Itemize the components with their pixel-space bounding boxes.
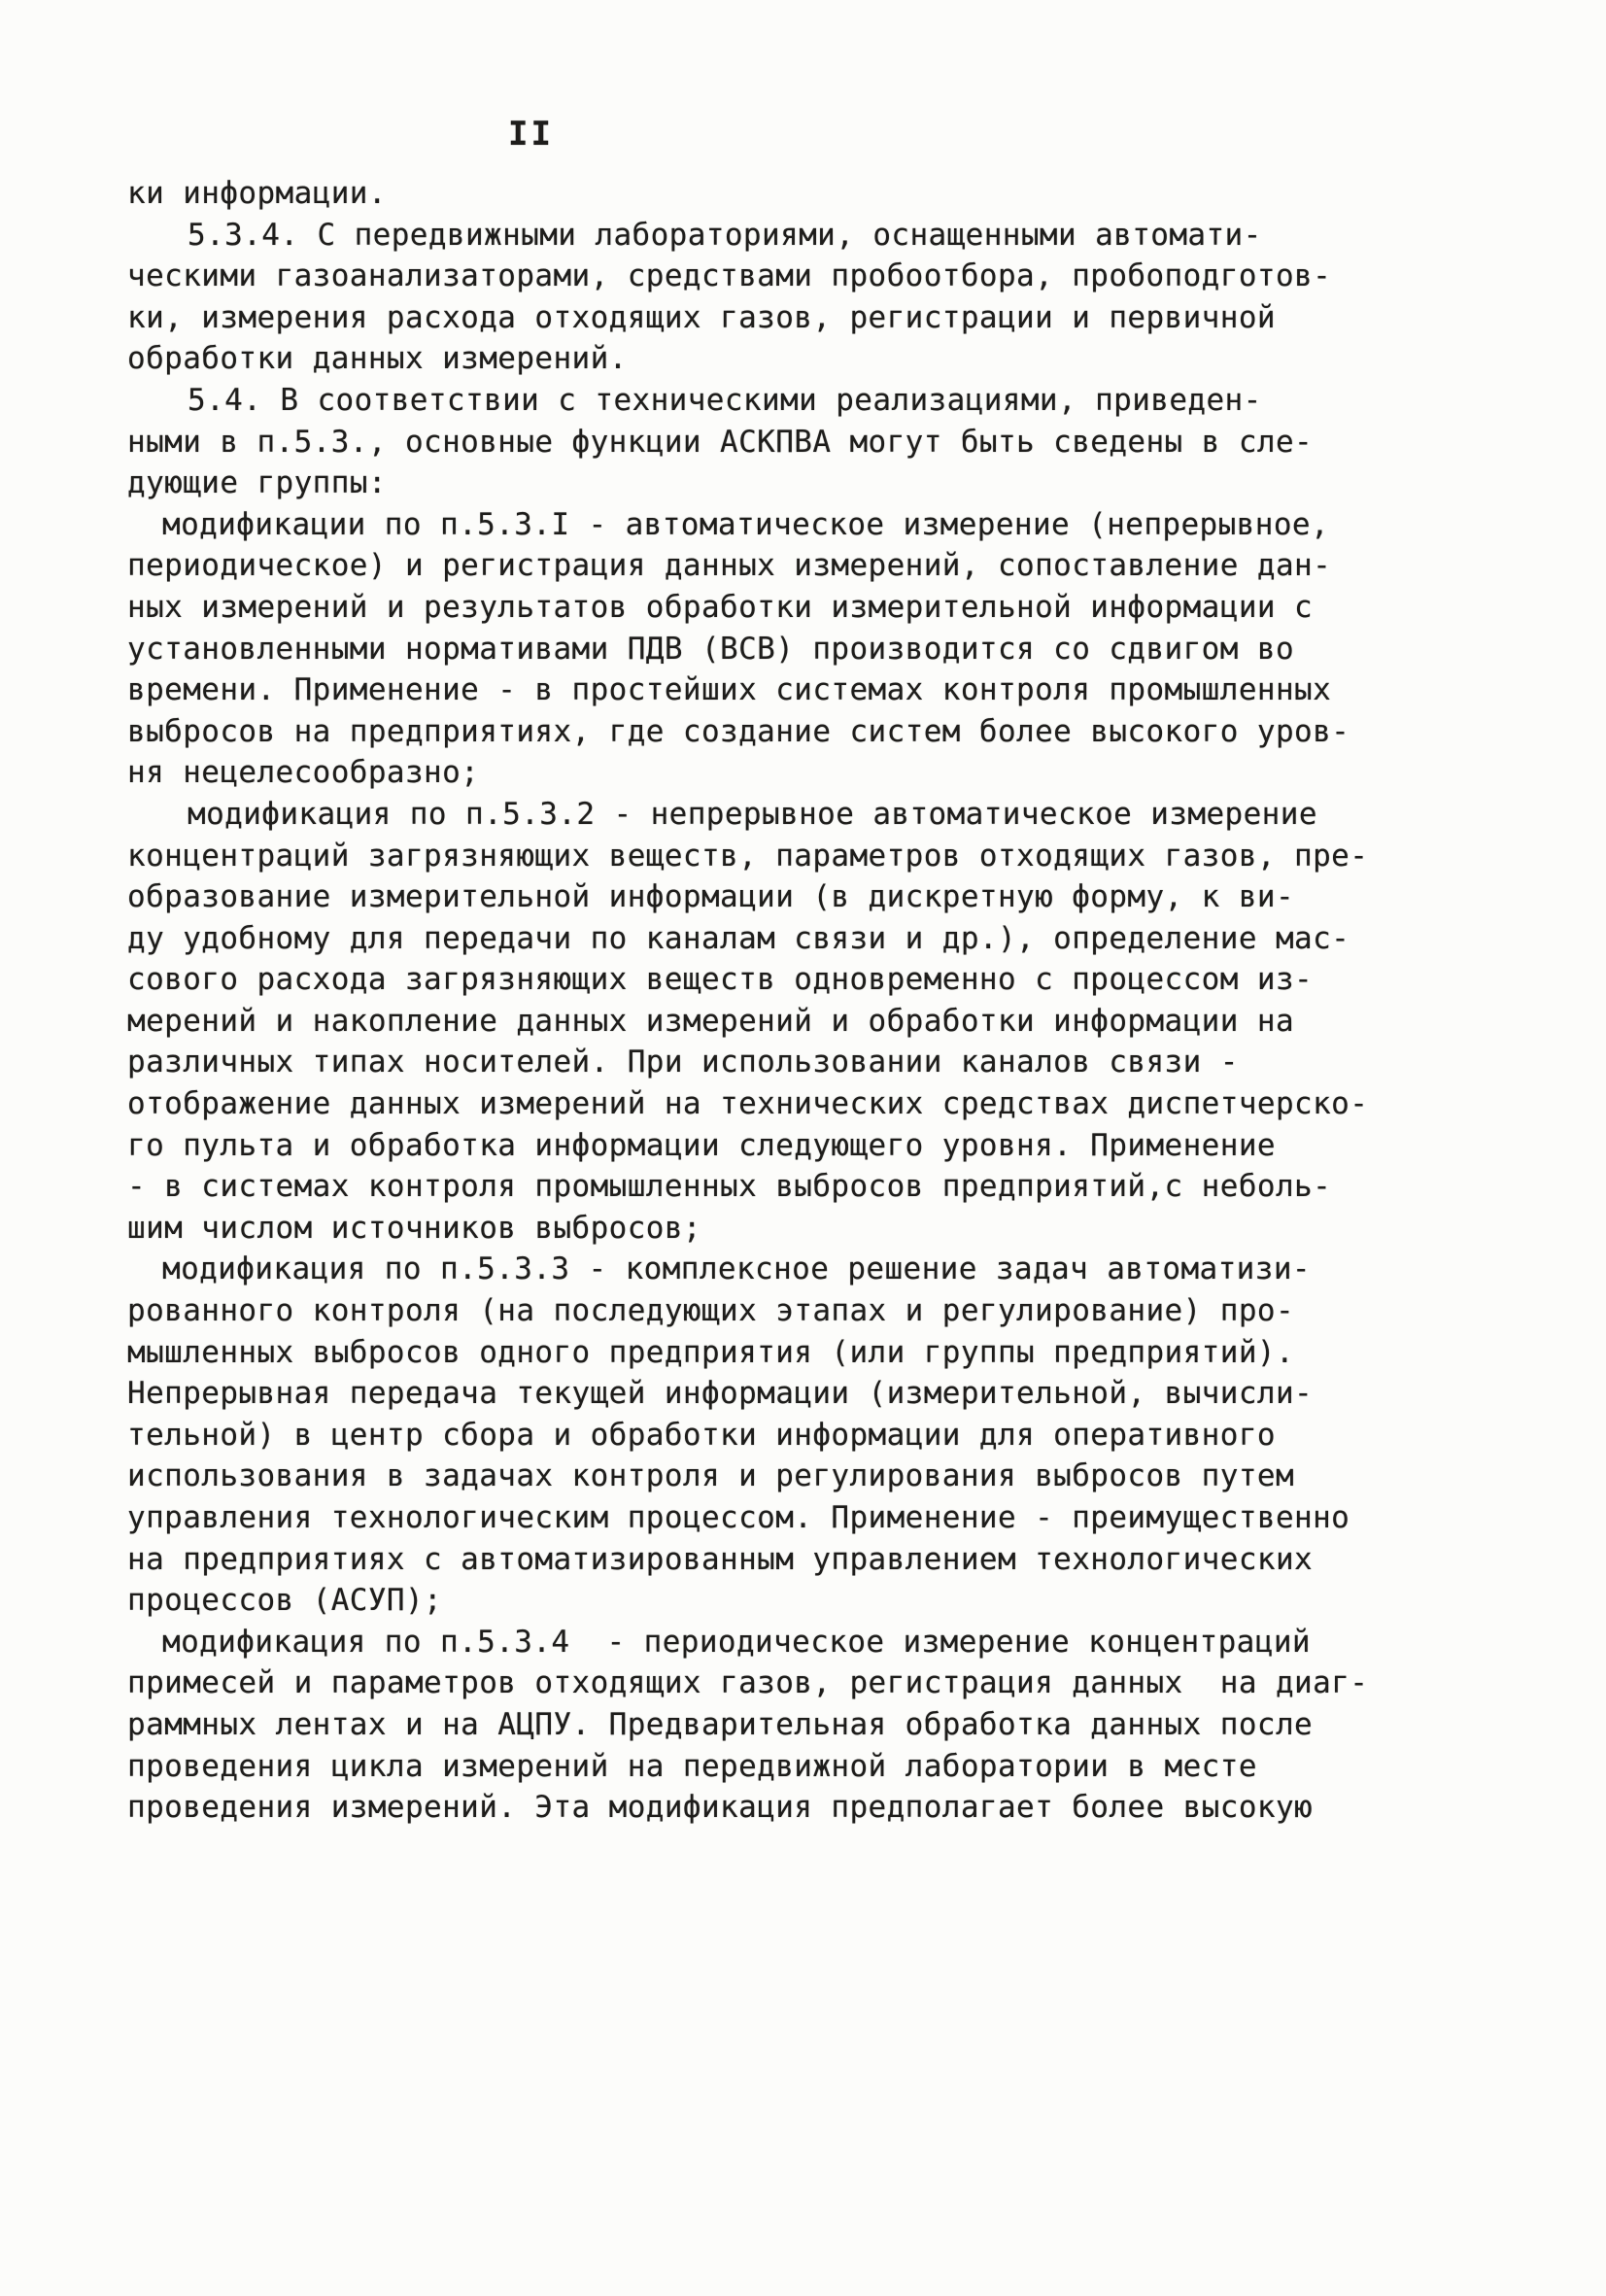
text-line: модификация по п.5.3.2 - непрерывное автоматическое измерение <box>188 796 1317 832</box>
text-line: ки информации. <box>127 176 387 211</box>
text-line: сового расхода загрязняющих веществ одновременно с процессом из- <box>127 962 1314 998</box>
text-line: го пульта и обработка информации следующего уровня. Применение <box>127 1127 1276 1163</box>
text-line: модификации по п.5.3.I - автоматическое измерение (непрерывное, <box>162 506 1330 542</box>
text-line: ня нецелесообразно; <box>127 755 480 791</box>
text-line: проведения измерений. Эта модификация предполагает более высокую <box>127 1790 1314 1826</box>
text-line: обработки данных измерений. <box>127 341 628 377</box>
text-line: рованного контроля (на последующих этапах и регулирование) про- <box>127 1293 1295 1329</box>
text-line: Непрерывная передача текущей информации (измерительной, вычисли- <box>127 1376 1314 1412</box>
text-line: времени. Применение - в простейших системах контроля промышленных <box>127 672 1332 708</box>
text-line: 5.3.4. С передвижными лабораториями, оснащенными автомати- <box>188 217 1262 253</box>
text-line: периодическое) и регистрация данных измерений, сопоставление дан- <box>127 548 1332 584</box>
text-line: модификация по п.5.3.3 - комплексное решение задач автоматизи- <box>162 1251 1311 1287</box>
text-line: на предприятиях с автоматизированным управлением технологических <box>127 1541 1314 1577</box>
document-lines <box>127 173 1491 1829</box>
text-line: 5.4. В соответствии с техническими реализациями, приведен- <box>188 382 1262 418</box>
text-line: ных измерений и результатов обработки измерительной информации с <box>127 589 1314 625</box>
text-line: выбросов на предприятиях, где создание систем более высокого уров- <box>127 713 1350 749</box>
text-line: шим числом источников выбросов; <box>127 1210 701 1246</box>
text-line: управления технологическим процессом. Применение - преимущественно <box>127 1500 1350 1535</box>
text-line: проведения цикла измерений на передвижной лаборатории в месте <box>127 1748 1257 1784</box>
text-line: модификация по п.5.3.4 - периодическое измерение концентраций <box>162 1624 1311 1660</box>
text-line: ду удобному для передачи по каналам связи и др.), определение мас- <box>127 920 1350 956</box>
text-line: - в системах контроля промышленных выбросов предприятий,с неболь- <box>127 1169 1332 1205</box>
text-line: ки, измерения расхода отходящих газов, регистрации и первичной <box>127 299 1276 335</box>
text-line: примесей и параметров отходящих газов, регистрация данных на диаг- <box>127 1665 1369 1701</box>
text-line: мышленных выбросов одного предприятия (или группы предприятий). <box>127 1334 1295 1370</box>
text-line: раммных лентах и на АЦПУ. Предварительная обработка данных после <box>127 1706 1314 1742</box>
text-line: ными в п.5.3., основные функции АСКПВА могут быть сведены в сле- <box>127 424 1314 460</box>
page-number: II <box>508 115 554 154</box>
text-line: отображение данных измерений на технических средствах диспетчерско- <box>127 1086 1369 1122</box>
text-line: использования в задачах контроля и регулирования выбросов путем <box>127 1458 1295 1494</box>
text-line: ческими газоанализаторами, средствами пробоотбора, пробоподготов- <box>127 258 1332 294</box>
text-line: дующие группы: <box>127 465 387 501</box>
text-line: установленными нормативами ПДВ (ВСВ) производится со сдвигом во <box>127 631 1295 667</box>
text-line: концентраций загрязняющих веществ, параметров отходящих газов, пре- <box>127 838 1369 874</box>
text-line: процессов (АСУП); <box>127 1583 443 1619</box>
text-line: мерений и накопление данных измерений и обработки информации на <box>127 1003 1295 1039</box>
text-line: образование измерительной информации (в дискретную форму, к ви- <box>127 879 1295 915</box>
text-line: различных типах носителей. При использовании каналов связи - <box>127 1045 1239 1080</box>
text-line: тельной) в центр сбора и обработки информации для оперативного <box>127 1417 1276 1453</box>
